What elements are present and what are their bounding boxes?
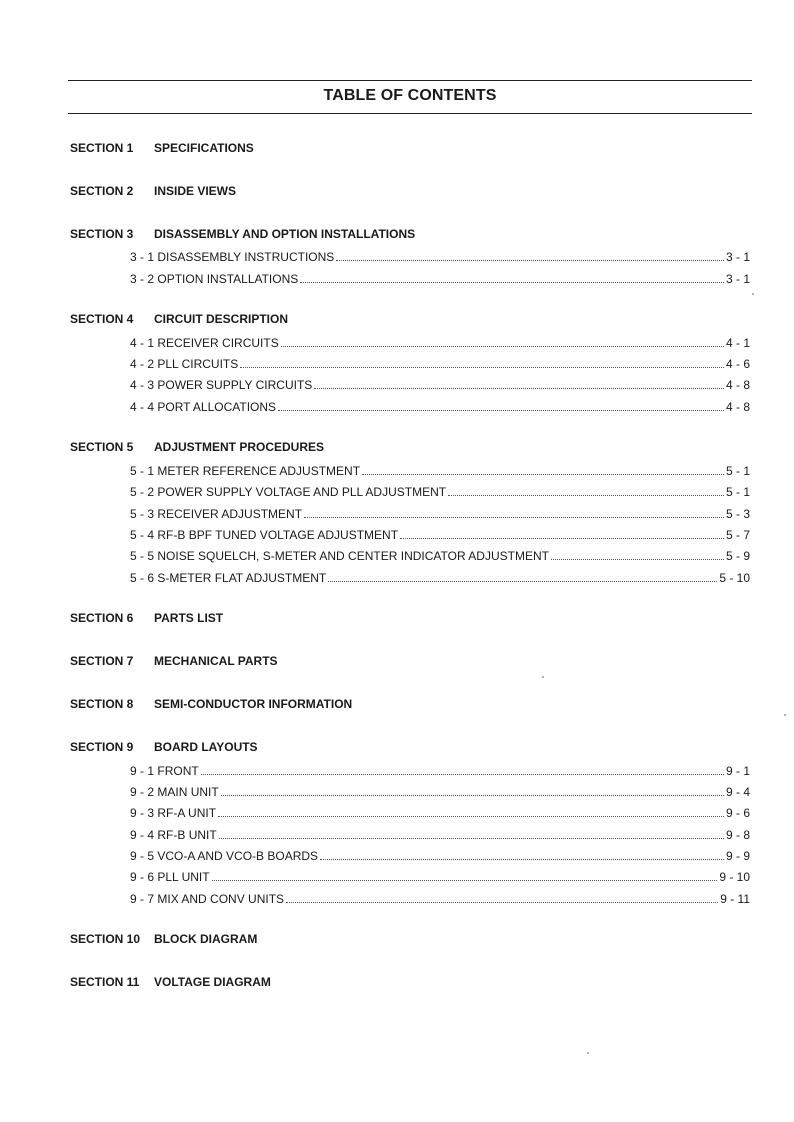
- header-rule-bottom: [68, 113, 752, 114]
- section-number: SECTION 9: [70, 740, 134, 755]
- toc-entry: [130, 392, 750, 413]
- entry-page-number: 5 - 1: [725, 485, 750, 500]
- entry-label: RECEIVER ADJUSTMENT: [157, 506, 303, 521]
- entry-page-number: 3 - 1: [725, 250, 750, 265]
- dot-leader: [448, 494, 724, 496]
- entry-page-number: 3 - 1: [725, 271, 750, 286]
- dot-leader: [362, 473, 724, 475]
- toc-section: [70, 695, 752, 714]
- entry-number: 9 - 1: [130, 763, 155, 778]
- section-number: SECTION 10: [70, 932, 141, 947]
- toc-section: [70, 438, 752, 585]
- toc-entry: [130, 371, 750, 392]
- entry-page-number: 4 - 8: [725, 378, 750, 393]
- entry-page-number: 5 - 3: [725, 506, 750, 521]
- entry-label: RF-B BPF TUNED VOLTAGE ADJUSTMENT: [157, 527, 399, 542]
- dot-leader: [336, 259, 724, 261]
- section-heading: [70, 695, 752, 714]
- toc-entry: [130, 499, 750, 520]
- toc-entry: [130, 563, 750, 584]
- entry-label: FRONT: [157, 763, 199, 778]
- toc-section: [70, 224, 752, 286]
- entry-page-number: 4 - 1: [725, 335, 750, 350]
- scan-speck: [752, 293, 754, 295]
- entry-number: 9 - 2: [130, 785, 155, 800]
- entry-label: POWER SUPPLY CIRCUITS: [157, 378, 313, 393]
- toc-section: [70, 930, 752, 949]
- entry-page-number: 4 - 6: [725, 357, 750, 372]
- entry-label: MIX AND CONV UNITS: [157, 891, 285, 906]
- section-number: SECTION 8: [70, 697, 134, 712]
- toc-entry: [130, 542, 750, 563]
- dot-leader: [221, 794, 724, 796]
- toc-section: [70, 181, 752, 200]
- entry-label: POWER SUPPLY VOLTAGE AND PLL ADJUSTMENT: [157, 485, 447, 500]
- toc-entry: [130, 243, 750, 264]
- toc-entry: [130, 264, 750, 285]
- dot-leader: [551, 558, 724, 560]
- section-title: BOARD LAYOUTS: [154, 740, 258, 755]
- dot-leader: [218, 815, 724, 817]
- entry-page-number: 9 - 1: [725, 763, 750, 778]
- dot-leader: [278, 409, 724, 411]
- toc-entry: [130, 884, 750, 905]
- entry-number: 4 - 2: [130, 357, 155, 372]
- section-heading: [70, 930, 752, 949]
- entry-label: DISASSEMBLY INSTRUCTIONS: [157, 250, 335, 265]
- entry-number: 9 - 3: [130, 806, 155, 821]
- section-title: INSIDE VIEWS: [154, 183, 237, 198]
- entry-label: NOISE SQUELCH, S-METER AND CENTER INDICATOR ADJUSTMENT: [157, 549, 549, 564]
- section-title: SPECIFICATIONS: [154, 140, 254, 155]
- dot-leader: [201, 773, 724, 775]
- dot-leader: [300, 281, 724, 283]
- entry-number: 9 - 4: [130, 827, 155, 842]
- scan-speck: [542, 676, 544, 678]
- section-number: SECTION 2: [70, 183, 134, 198]
- toc-entry: [130, 842, 750, 863]
- section-heading: [70, 224, 752, 243]
- section-number: SECTION 4: [70, 312, 134, 327]
- section-title: ADJUSTMENT PROCEDURES: [154, 440, 325, 455]
- toc-entry: [130, 478, 750, 499]
- toc-entry: [130, 350, 750, 371]
- dot-leader: [304, 516, 724, 518]
- toc-section: [70, 652, 752, 671]
- toc-section: [70, 138, 752, 157]
- entry-page-number: 9 - 10: [719, 870, 750, 885]
- entry-label: PORT ALLOCATIONS: [157, 399, 277, 414]
- entry-label: MAIN UNIT: [157, 785, 219, 800]
- section-heading: [70, 973, 752, 992]
- entry-number: 4 - 1: [130, 335, 155, 350]
- entry-number: 5 - 3: [130, 506, 155, 521]
- toc-entry: [130, 799, 750, 820]
- section-number: SECTION 1: [70, 140, 134, 155]
- entry-page-number: 4 - 8: [725, 399, 750, 414]
- section-number: SECTION 6: [70, 611, 134, 626]
- section-title: CIRCUIT DESCRIPTION: [154, 312, 289, 327]
- entry-page-number: 9 - 11: [720, 891, 750, 906]
- section-heading: [70, 138, 752, 157]
- scan-speck: [784, 714, 786, 716]
- dot-leader: [400, 537, 724, 539]
- dot-leader: [328, 580, 717, 582]
- section-title: VOLTAGE DIAGRAM: [154, 975, 271, 990]
- entry-page-number: 9 - 8: [725, 827, 750, 842]
- section-number: SECTION 11: [70, 975, 140, 990]
- entry-label: PLL CIRCUITS: [157, 357, 239, 372]
- entry-label: METER REFERENCE ADJUSTMENT: [157, 464, 361, 479]
- toc-entry: [130, 457, 750, 478]
- dot-leader: [281, 345, 724, 347]
- dot-leader: [240, 366, 724, 368]
- entry-number: 9 - 7: [130, 891, 155, 906]
- entry-number: 5 - 6: [130, 570, 155, 585]
- section-title: SEMI-CONDUCTOR INFORMATION: [154, 697, 353, 712]
- toc-section: [70, 738, 752, 906]
- section-heading: [70, 652, 752, 671]
- section-heading: [70, 738, 752, 757]
- section-title: PARTS LIST: [154, 611, 224, 626]
- entry-label: RF-B UNIT: [157, 827, 217, 842]
- entry-number: 4 - 4: [130, 399, 155, 414]
- entry-page-number: 5 - 10: [719, 570, 750, 585]
- entry-page-number: 9 - 4: [725, 785, 750, 800]
- dot-leader: [314, 387, 724, 389]
- page-title: TABLE OF CONTENTS: [323, 87, 497, 104]
- entry-page-number: 9 - 6: [725, 806, 750, 821]
- table-of-contents: [70, 138, 752, 1016]
- toc-section: [70, 973, 752, 992]
- entry-number: 3 - 1: [130, 250, 155, 265]
- section-heading: [70, 438, 752, 457]
- dot-leader: [286, 901, 718, 903]
- entry-number: 4 - 3: [130, 378, 155, 393]
- entry-label: PLL UNIT: [157, 870, 210, 885]
- toc-section: [70, 310, 752, 414]
- entry-label: S-METER FLAT ADJUSTMENT: [157, 570, 327, 585]
- toc-entry: [130, 820, 750, 841]
- dot-leader: [212, 879, 718, 881]
- section-number: SECTION 7: [70, 654, 134, 669]
- toc-entry: [130, 521, 750, 542]
- toc-entry: [130, 329, 750, 350]
- entry-number: 5 - 1: [130, 464, 155, 479]
- toc-entry: [130, 863, 750, 884]
- entry-number: 9 - 5: [130, 849, 155, 864]
- section-heading: [70, 181, 752, 200]
- entry-number: 5 - 4: [130, 527, 155, 542]
- toc-entry: [130, 778, 750, 799]
- section-number: SECTION 5: [70, 440, 134, 455]
- header-rule-top: [68, 80, 752, 81]
- entry-page-number: 5 - 9: [725, 549, 750, 564]
- entry-number: 5 - 2: [130, 485, 155, 500]
- dot-leader: [219, 837, 724, 839]
- dot-leader: [320, 858, 724, 860]
- section-title: MECHANICAL PARTS: [154, 654, 278, 669]
- entry-number: 9 - 6: [130, 870, 155, 885]
- section-heading: [70, 609, 752, 628]
- entry-page-number: 5 - 1: [725, 464, 750, 479]
- entry-label: RECEIVER CIRCUITS: [157, 335, 279, 350]
- entry-label: OPTION INSTALLATIONS: [157, 271, 299, 286]
- toc-section: [70, 609, 752, 628]
- entry-page-number: 9 - 9: [725, 849, 750, 864]
- toc-entry: [130, 757, 750, 778]
- scan-speck: [587, 1052, 589, 1054]
- entry-label: VCO-A AND VCO-B BOARDS: [157, 849, 319, 864]
- section-title: BLOCK DIAGRAM: [154, 932, 258, 947]
- section-heading: [70, 310, 752, 329]
- section-title: DISASSEMBLY AND OPTION INSTALLATIONS: [154, 226, 416, 241]
- entry-label: RF-A UNIT: [157, 806, 217, 821]
- entry-number: 5 - 5: [130, 549, 155, 564]
- entry-page-number: 5 - 7: [725, 527, 750, 542]
- section-number: SECTION 3: [70, 226, 134, 241]
- entry-number: 3 - 2: [130, 271, 155, 286]
